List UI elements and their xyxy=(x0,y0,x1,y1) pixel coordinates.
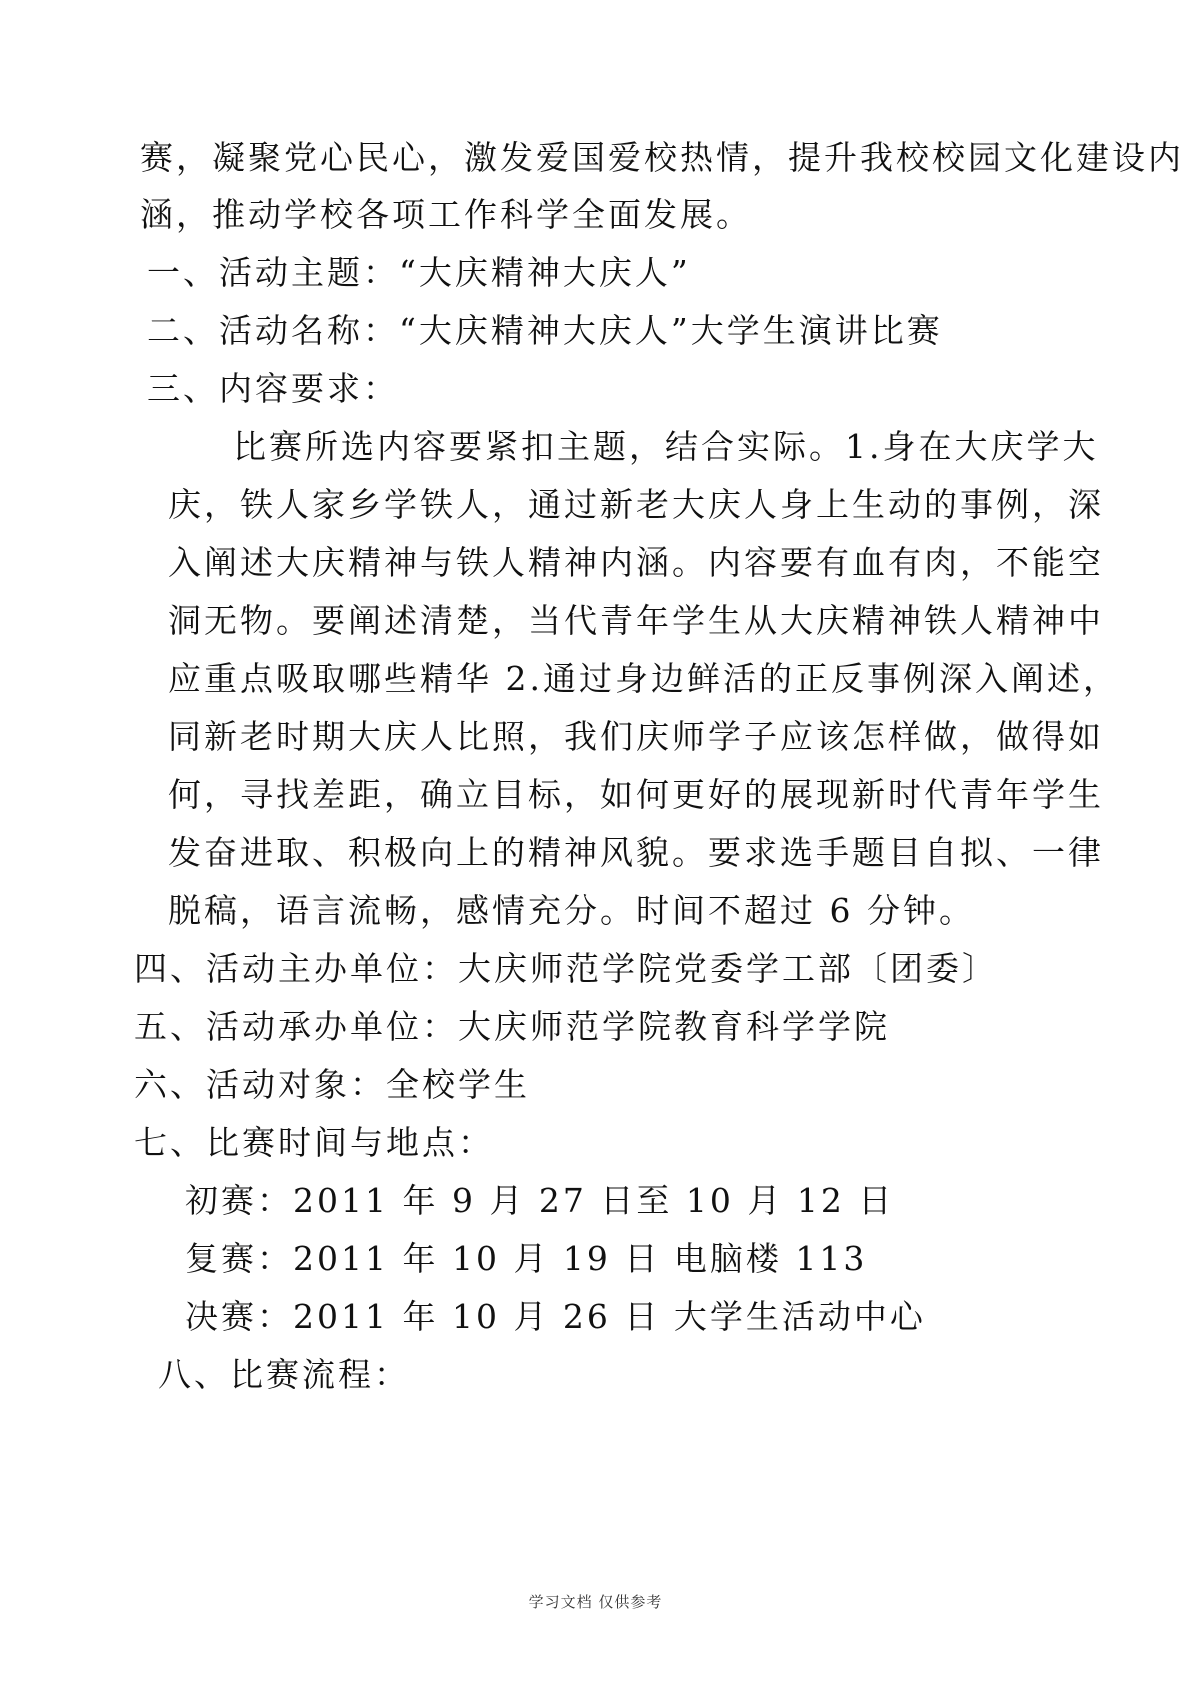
schedule-final: 决赛：2011 年 10 月 26 日 大学生活动中心 xyxy=(185,1297,926,1336)
paragraph-line: 涵，推动学校各项工作科学全面发展。 xyxy=(140,195,752,234)
section-heading-schedule: 七、比赛时间与地点： xyxy=(134,1123,494,1162)
requirements-line: 脱稿，语言流畅，感情充分。时间不超过 6 分钟。 xyxy=(168,891,975,930)
paragraph-line: 赛，凝聚党心民心，激发爱国爱校热情，提升我校校园文化建设内 xyxy=(140,138,1184,177)
section-heading-theme: 一、活动主题：“大庆精神大庆人” xyxy=(147,253,691,292)
section-heading-name: 二、活动名称：“大庆精神大庆人”大学生演讲比赛 xyxy=(147,311,943,350)
requirements-line: 比赛所选内容要紧扣主题，结合实际。1.身在大庆学大 xyxy=(233,427,1099,466)
requirements-line: 发奋进取、积极向上的精神风貌。要求选手题目自拟、一律 xyxy=(168,833,1104,872)
section-heading-requirements: 三、内容要求： xyxy=(147,369,399,408)
page-footer: 学习文档 仅供参考 xyxy=(528,1593,663,1611)
section-heading-host: 五、活动承办单位：大庆师范学院教育科学学院 xyxy=(134,1007,890,1046)
requirements-line: 入阐述大庆精神与铁人精神内涵。内容要有血有肉，不能空 xyxy=(168,543,1104,582)
section-heading-process: 八、比赛流程： xyxy=(158,1355,410,1394)
schedule-semifinal: 复赛：2011 年 10 月 19 日 电脑楼 113 xyxy=(185,1239,868,1278)
section-heading-audience: 六、活动对象：全校学生 xyxy=(134,1065,530,1104)
requirements-line: 洞无物。要阐述清楚，当代青年学生从大庆精神铁人精神中 xyxy=(168,601,1104,640)
requirements-line: 庆，铁人家乡学铁人，通过新老大庆人身上生动的事例，深 xyxy=(168,485,1104,524)
requirements-line: 应重点吸取哪些精华 2.通过身边鲜活的正反事例深入阐述， xyxy=(168,659,1119,698)
requirements-line: 何，寻找差距，确立目标，如何更好的展现新时代青年学生 xyxy=(168,775,1104,814)
section-heading-organizer: 四、活动主办单位：大庆师范学院党委学工部〔团委〕 xyxy=(134,949,998,988)
requirements-line: 同新老时期大庆人比照，我们庆师学子应该怎样做，做得如 xyxy=(168,717,1104,756)
schedule-preliminary: 初赛：2011 年 9 月 27 日至 10 月 12 日 xyxy=(185,1181,895,1220)
